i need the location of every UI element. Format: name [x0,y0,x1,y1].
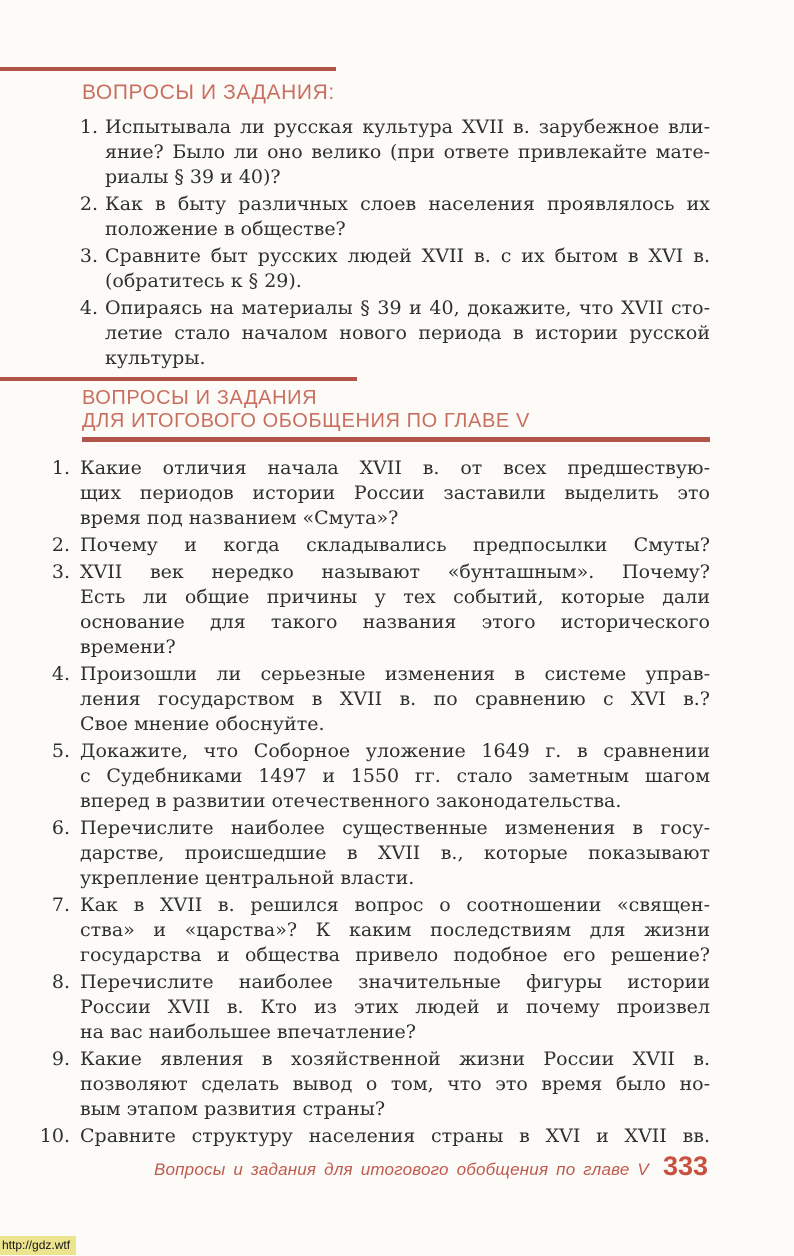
question-text [80,662,710,737]
text-line: вперед в развитии отечественного законодательства. [80,790,622,812]
question-number: 8. [51,971,70,993]
question-item-8 [0,970,710,1045]
text-line: (обратитесь к § 29). [105,270,302,292]
text-line: государства и общества привело подобное его решение? [80,944,710,966]
question-item-7 [0,893,710,968]
text-line: яние? Было ли оно велико (при ответе привлекайте мате- [105,141,710,163]
text-line: Как в быту различных слоев населения проявлялось их [105,193,710,215]
question-item-9 [0,1047,710,1122]
text-line: время под названием «Смута»? [80,507,399,529]
question-number: 1. [51,457,70,479]
question-text [80,560,710,660]
question-text [105,192,710,242]
question-text [80,970,710,1045]
text-line: Перечислите наиболее существенные изменения в госу- [80,817,710,839]
section2-question-list [0,456,710,1151]
text-line: дарстве, происшедшие в XVII в., которые показывают [80,842,710,864]
text-line: Сравните структуру населения страны в XVI и XVII вв. [80,1125,710,1147]
section2-heading [82,387,530,433]
question-number: 7. [51,894,70,916]
question-number: 1. [79,116,98,138]
text-line: Какие отличия начала XVII в. от всех предшествую- [80,457,710,479]
question-text [80,739,710,814]
question-item-1 [0,115,710,190]
question-item-5 [0,739,710,814]
question-number: 2. [51,534,70,556]
text-line: ления государством в XVII в. по сравнению с XVI в.? [80,688,710,710]
question-item-3 [0,244,710,294]
question-number: 5. [51,740,70,762]
text-line: на вас наибольшее впечатление? [80,1021,416,1043]
text-line: позволяют сделать вывод о том, что это время было но- [80,1073,710,1095]
footer-caption: Вопросы и задания для итогового обобщения по главе V [153,1160,649,1179]
text-line: Испытывала ли русская культура XVII в. зарубежное вли- [105,116,710,138]
text-line: Свое мнение обоснуйте. [80,713,325,735]
text-line: культуры. [105,347,206,369]
question-item-2 [0,533,710,558]
text-line: времени? [80,636,176,658]
question-number: 4. [51,663,70,685]
text-line: Почему и когда складывались предпосылки Смуты? [80,534,710,556]
page-footer [0,1151,708,1182]
text-line: Как в XVII в. решился вопрос о соотношении «священ- [80,894,710,916]
text-line: Какие явления в хозяйственной жизни России XVII в. [80,1048,710,1070]
section1-top-rule [0,67,336,71]
question-text [80,1047,710,1122]
question-text [80,893,710,968]
question-number: 2. [79,193,98,215]
text-line: России XVII в. Кто из этих людей и почему произвел [80,996,710,1018]
question-text [80,533,710,558]
section2-top-rule [0,377,357,381]
text-line: основание для такого названия этого исторического [80,611,710,633]
question-text [105,296,710,371]
question-number: 3. [79,245,98,267]
text-line: укрепление центральной власти. [80,867,415,889]
question-number: 4. [79,297,98,319]
question-number: 10. [39,1125,70,1147]
question-text [80,816,710,891]
text-line: Произошли ли серьезные изменения в системе управ- [80,663,710,685]
text-line: с Судебниками 1497 и 1550 гг. стало заметным шагом [80,765,710,787]
text-line: положение в обществе? [105,218,346,240]
page-number: 333 [662,1151,708,1181]
text-line: летие стало началом нового периода в истории русской [105,322,710,344]
section2-underline-rule [82,437,710,442]
question-item-6 [0,816,710,891]
text-line: Есть ли общие причины у тех событий, которые дали [80,586,710,608]
question-item-3 [0,560,710,660]
question-number: 9. [51,1048,70,1070]
text-line: Перечислите наиболее значительные фигуры истории [80,971,710,993]
text-line: Опираясь на материалы § 39 и 40, докажите, что XVII сто- [105,297,710,319]
question-text [105,115,710,190]
text-line: риалы § 39 и 40)? [105,166,281,188]
text-line: ства» и «царства»? К каким последствиям для жизни [80,919,710,941]
text-line: щих периодов истории России заставили выделить это [80,482,710,504]
text-line: вым этапом развития страны? [80,1098,386,1120]
question-number: 3. [51,561,70,583]
question-item-4 [0,296,710,371]
section2-heading-line1: ВОПРОСЫ И ЗАДАНИЯ [82,387,318,409]
section1-question-list [0,115,710,373]
question-item-2 [0,192,710,242]
question-text [80,1124,710,1149]
text-line: XVII век нередко называют «бунташным». Почему? [80,561,710,583]
watermark-label: http://gdz.wtf [0,1236,76,1255]
question-item-1 [0,456,710,531]
question-number: 6. [51,817,70,839]
text-line: Докажите, что Соборное уложение 1649 г. в сравнении [80,740,710,762]
section1-heading: ВОПРОСЫ И ЗАДАНИЯ: [82,81,335,104]
question-item-10 [0,1124,710,1149]
question-text [80,456,710,531]
section2-heading-line2: ДЛЯ ИТОГОВОГО ОБОБЩЕНИЯ ПО ГЛАВЕ V [82,410,530,432]
text-line: Сравните быт русских людей XVII в. с их бытом в XVI в. [105,245,710,267]
question-item-4 [0,662,710,737]
question-text [105,244,710,294]
